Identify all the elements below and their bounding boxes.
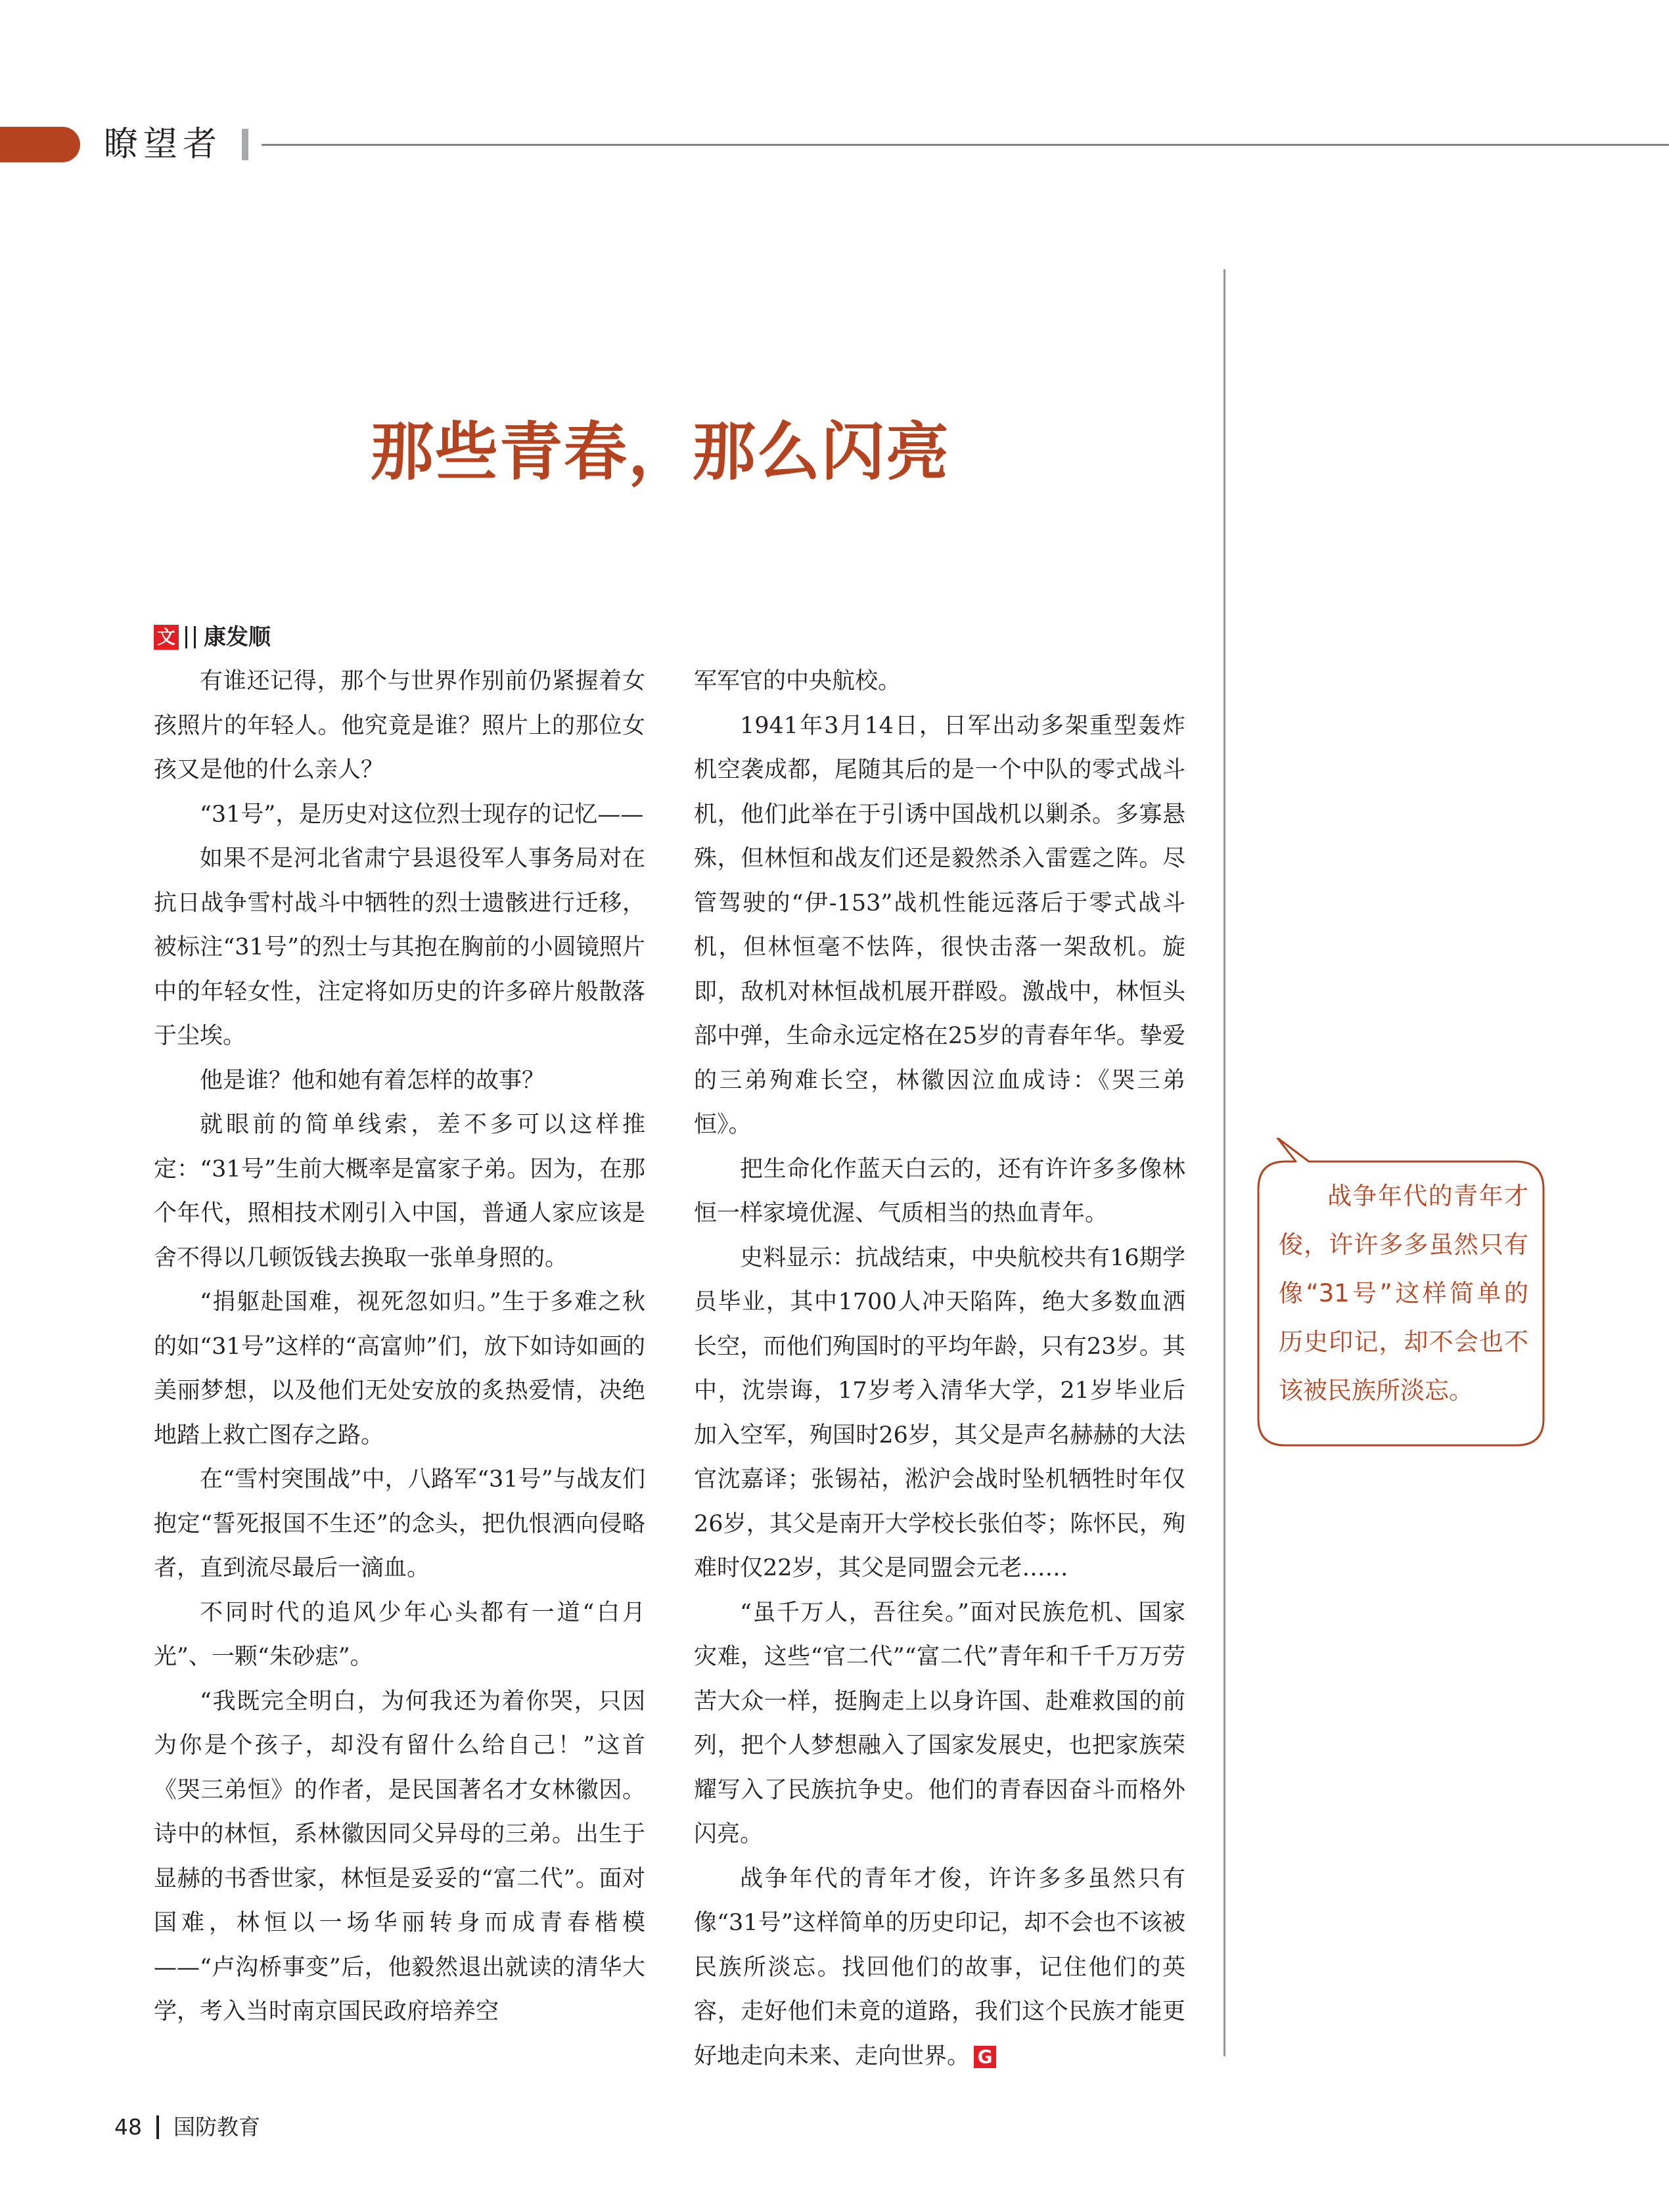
header-rule-line (262, 144, 1669, 146)
section-title: 瞭望者 (104, 125, 223, 164)
byline-separator (185, 626, 196, 648)
article-title: 那些青春，那么闪亮 (371, 415, 950, 489)
paragraph: “捐躯赴国难，视死忽如归。”生于多难之秋的如“31号”这样的“高富帅”们，放下如诗如画的美丽梦想，以及他们无处安放的炙热爱情，决绝地踏上救亡图存之路。 (154, 1289, 645, 1449)
page-number: 48 (114, 2114, 142, 2140)
header-divider-bar (242, 129, 248, 160)
end-mark-icon: G (974, 2046, 996, 2068)
column-divider-line (1223, 269, 1225, 2056)
byline-badge: 文 (154, 625, 179, 650)
paragraph-text: 战争年代的青年才俊，许许多多虽然只有像“31号”这样简单的历史印记，却不会也不该被民族所淡忘。找回他们的故事，记住他们的英容，走好他们未竟的道路，我们这个民族才能更好地走向未来、走向世界。 (694, 1865, 1185, 2069)
paragraph: “我既完全明白，为何我还为着你哭，只因为你是个孩子，却没有留什么给自己！”这首《哭三弟恒》的作者，是民国著名才女林徽因。诗中的林恒，系林徽因同父异母的三弟。出生于显赫的书香世家，林恒是妥妥的“富二代”。面对国难，林恒以一场华丽转身而成青春楷模——“卢沟桥事变”后，他毅然退出就读的清华大学，考入当时南京国民政府培养空 (154, 1688, 645, 2025)
paragraph: “虽千万人，吾往矣。”面对民族危机、国家灾难，这些“官二代”“富二代”青年和千千万万劳苦大众一样，挺胸走上以身许国、赴难救国的前列，把个人梦想融入了国家发展史，也把家族荣耀写入了民族抗争史。他们的青春因奋斗而格外闪亮。 (694, 1599, 1185, 1847)
paragraph: 1941年3月14日，日军出动多架重型轰炸机空袭成都，尾随其后的是一个中队的零式战斗机，他们此举在于引诱中国战机以剿杀。多寡悬殊，但林恒和战友们还是毅然杀入雷霆之阵。尽管驾驶的“伊-153”战机性能远落后于零式战斗机，但林恒毫不怯阵，很快击落一架敌机。旋即，敌机对林恒战机展开群殴。激战中，林恒头部中弹，生命永远定格在25岁的青春年华。挚爱的三弟殉难长空，林徽因泣血成诗：《哭三弟恒》。 (694, 712, 1185, 1138)
paragraph: 把生命化作蓝天白云的，还有许许多多像林恒一样家境优渥、气质相当的热血青年。 (694, 1156, 1185, 1227)
page-footer (114, 2110, 260, 2144)
paragraph: 在“雪村突围战”中，八路军“31号”与战友们抱定“誓死报国不生还”的念头，把仇恨洒向侵略者，直到流尽最后一滴血。 (154, 1466, 645, 1581)
author-name: 康发顺 (204, 624, 271, 650)
paragraph: 不同时代的追风少年心头都有一道“白月光”、一颗“朱砂痣”。 (154, 1599, 645, 1670)
pull-quote-callout (1256, 1138, 1545, 1448)
byline (154, 621, 271, 653)
footer-separator (156, 2115, 159, 2139)
paragraph: 史料显示：抗战结束，中央航校共有16期学员毕业，其中1700人冲天陷阵，绝大多数血洒长空，而他们殉国时的平均年龄，只有23岁。其中，沈崇诲，17岁考入清华大学，21岁毕业后加入空军，殉国时26岁，其父是声名赫赫的大法官沈嘉译；张锡祜，淞沪会战时坠机牺牲时年仅26岁，其父是南开大学校长张伯苓；陈怀民，殉难时仅22岁，其父是同盟会元老…… (694, 1244, 1185, 1581)
pull-quote-text: 战争年代的青年才俊，许许多多虽然只有像“31号”这样简单的历史印记，却不会也不该被民族所淡忘。 (1279, 1182, 1528, 1405)
paragraph: 有谁还记得，那个与世界作别前仍紧握着女孩照片的年轻人。他究竟是谁？照片上的那位女孩又是他的什么亲人？ (154, 668, 645, 783)
paragraph: “31号”，是历史对这位烈士现存的记忆—— (200, 801, 644, 828)
paragraph: 就眼前的简单线索，差不多可以这样推定：“31号”生前大概率是富家子弟。因为，在那个年代，照相技术刚引入中国，普通人家应该是舍不得以几顿饭钱去换取一张单身照的。 (154, 1112, 645, 1271)
paragraph-last (694, 1857, 1185, 2079)
paragraph: 如果不是河北省肃宁县退役军人事务局对在抗日战争雪村战斗中牺牲的烈士遗骸进行迁移，被标注“31号”的烈士与其抱在胸前的小圆镜照片中的年轻女性，注定将如历史的许多碎片般散落于尘埃。 (154, 846, 645, 1049)
body-column-right (694, 660, 1185, 2079)
header-accent-pill (0, 127, 80, 162)
paragraph-continuation: 军军官的中央航校。 (694, 668, 902, 694)
publication-name: 国防教育 (173, 2114, 260, 2140)
body-column-left (154, 660, 645, 2035)
paragraph: 他是谁？他和她有着怎样的故事？ (200, 1067, 545, 1094)
